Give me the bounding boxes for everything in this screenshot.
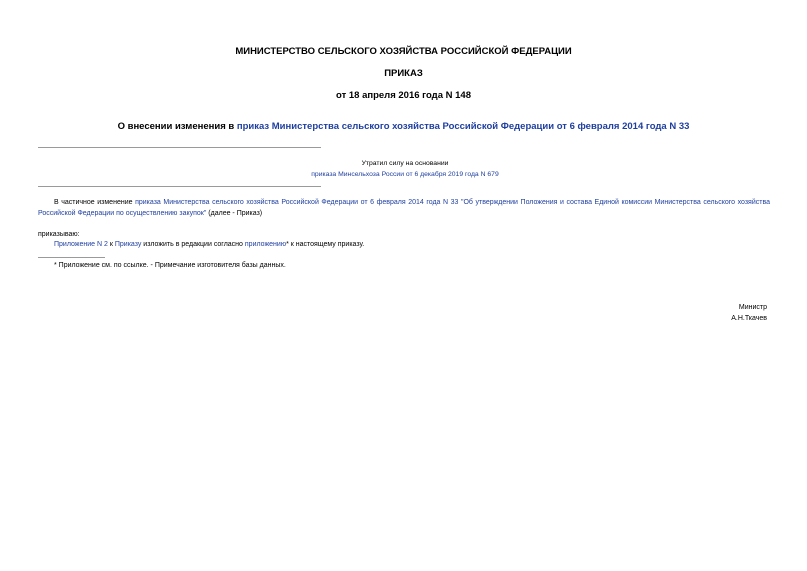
base-order-link[interactable]: приказа Министерства сельского хозяйства Российской Федерации от 6 февраля 2014 года N 33 "Об утверждении Положения и состава Единой комиссии Министерства сельского хозяйства Российской Федерации по осуществлению закупок" [38,199,770,217]
preamble-suffix: (далее - Приказ) [206,209,263,217]
footnote-divider [38,257,105,258]
paragraph-instruction [38,240,770,251]
appendix-2-link[interactable]: Приложение N 2 [54,241,108,248]
date-number-heading: от 18 апреля 2016 года N 148 [336,90,471,101]
footnote: * Приложение см. по ссылке. - Примечание изготовителя базы данных. [54,262,286,269]
signature-position: Министр [738,304,767,311]
signature-name: А.Н.Ткачев [731,315,767,322]
appendix-link[interactable]: приложению [244,241,287,248]
order-word: приказываю: [38,231,80,238]
divider-top [38,147,321,148]
repeal-order-link[interactable]: приказа Минсельхоза России от 6 декабря 2019 года N 679 [311,171,499,178]
status-note-line1: Утратил силу на основании [361,160,449,167]
divider-bottom [38,186,321,187]
instruction-text-2: изложить в редакции согласно [141,241,245,248]
document-title [0,121,807,132]
signature-block [731,302,767,324]
instruction-text-3: * к настоящему приказу. [286,241,365,248]
paragraph-preamble [38,198,770,219]
status-note [300,158,510,180]
doc-type-heading: ПРИКАЗ [384,68,423,79]
ministry-heading: МИНИСТЕРСТВО СЕЛЬСКОГО ХОЗЯЙСТВА РОССИЙСКОЙ ФЕДЕРАЦИИ [235,46,572,57]
instruction-text-1: к [107,241,115,248]
title-order-link[interactable]: приказ Министерства сельского хозяйства Российской Федерации от 6 февраля 2014 года N 33 [236,121,690,132]
preamble-prefix: В частичное изменение [54,199,136,206]
order-link[interactable]: Приказу [114,241,142,248]
title-prefix: О внесении изменения в [117,121,237,132]
